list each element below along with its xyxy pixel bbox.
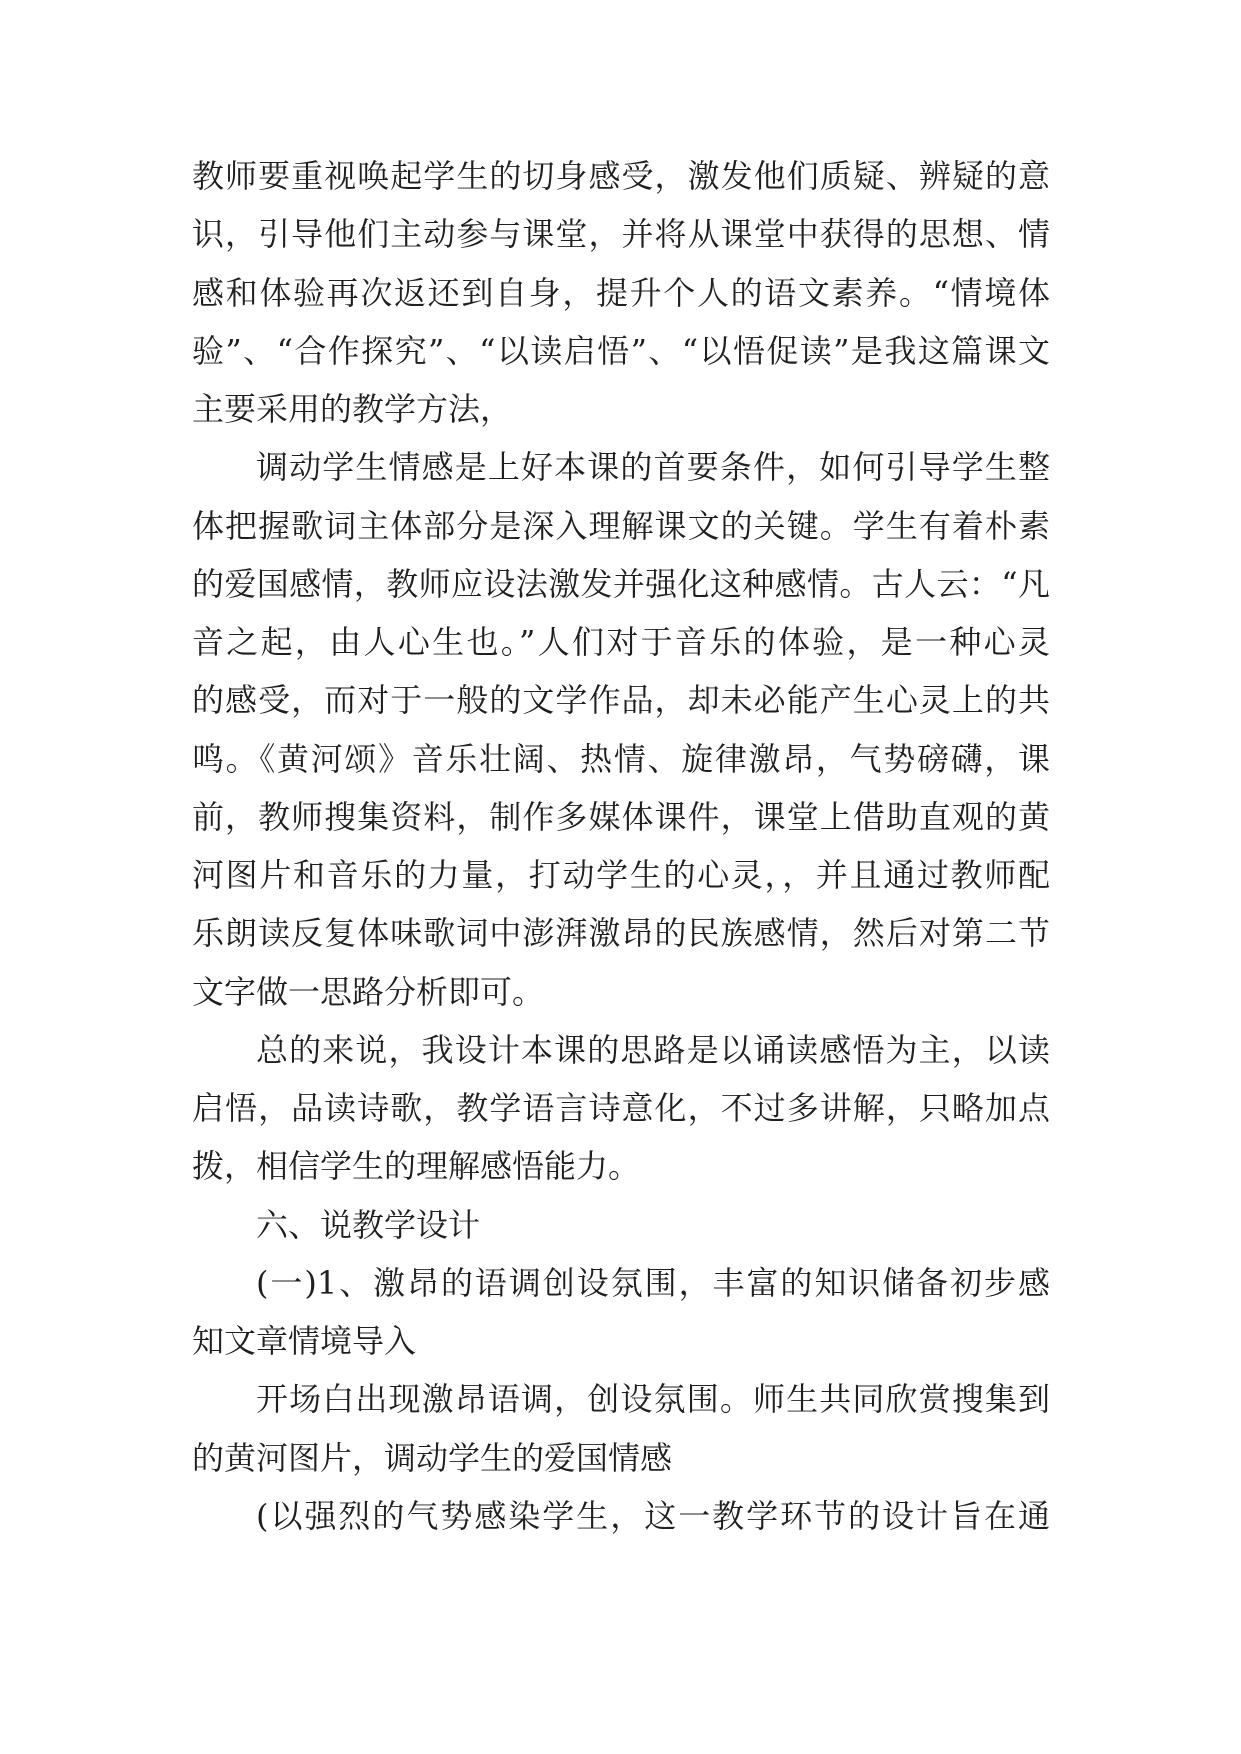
text-line: 的爱国感情，教师应设法激发并强化这种感情。古人云：“凡 bbox=[192, 565, 1050, 603]
text-line: 乐朗读反复体味歌词中澎湃激昂的民族感情，然后对第二节 bbox=[192, 914, 1050, 952]
text-line: 教师要重视唤起学生的切身感受，激发他们质疑、辨疑的意 bbox=[192, 157, 1050, 195]
text-line: 感和体验再次返还到自身，提升个人的语文素养。“情境体 bbox=[192, 274, 1050, 312]
subsection-heading: (一)1、激昂的语调创设氛围，丰富的知识储备初步感 bbox=[256, 1264, 1050, 1302]
text-line: 验”、“合作探究”、“以读启悟”、“以悟促读”是我这篇课文 bbox=[192, 332, 1050, 370]
text-line: 鸣。《黄河颂》音乐壮阔、热情、旋律激昂，气势磅礴，课 bbox=[192, 740, 1050, 778]
text-line: 音之起，由人心生也。”人们对于音乐的体验，是一种心灵 bbox=[192, 623, 1050, 661]
text-line: 的黄河图片，调动学生的爱国情感 bbox=[192, 1439, 673, 1477]
text-line: 河图片和音乐的力量，打动学生的心灵，，并且通过教师配 bbox=[192, 856, 1050, 894]
text-line: 主要采用的教学方法， bbox=[192, 390, 513, 428]
paragraph-first-line: (以强烈的气势感染学生，这一教学环节的设计旨在通 bbox=[256, 1497, 1050, 1535]
text-line: 的感受，而对于一般的文学作品，却未必能产生心灵上的共 bbox=[192, 681, 1050, 719]
text-line: 启悟，品读诗歌，教学语言诗意化，不过多讲解，只略加点 bbox=[192, 1089, 1050, 1127]
text-line: 拨，相信学生的理解感悟能力。 bbox=[192, 1147, 641, 1185]
text-line: 前，教师搜集资料，制作多媒体课件，课堂上借助直观的黄 bbox=[192, 798, 1050, 836]
text-line: 文字做一思路分析即可。 bbox=[192, 973, 545, 1011]
text-line: 体把握歌词主体部分是深入理解课文的关键。学生有着朴素 bbox=[192, 507, 1050, 545]
paragraph-first-line: 开场白出现激昂语调，创设氛围。师生共同欣赏搜集到 bbox=[256, 1380, 1050, 1418]
text-line: 知文章情境导入 bbox=[192, 1322, 417, 1360]
paragraph-first-line: 调动学生情感是上好本课的首要条件，如何引导学生整 bbox=[256, 448, 1050, 486]
section-heading: 六、说教学设计 bbox=[256, 1206, 481, 1244]
text-line: 识，引导他们主动参与课堂，并将从课堂中获得的思想、情 bbox=[192, 215, 1050, 253]
paragraph-first-line: 总的来说，我设计本课的思路是以诵读感悟为主，以读 bbox=[256, 1031, 1050, 1069]
